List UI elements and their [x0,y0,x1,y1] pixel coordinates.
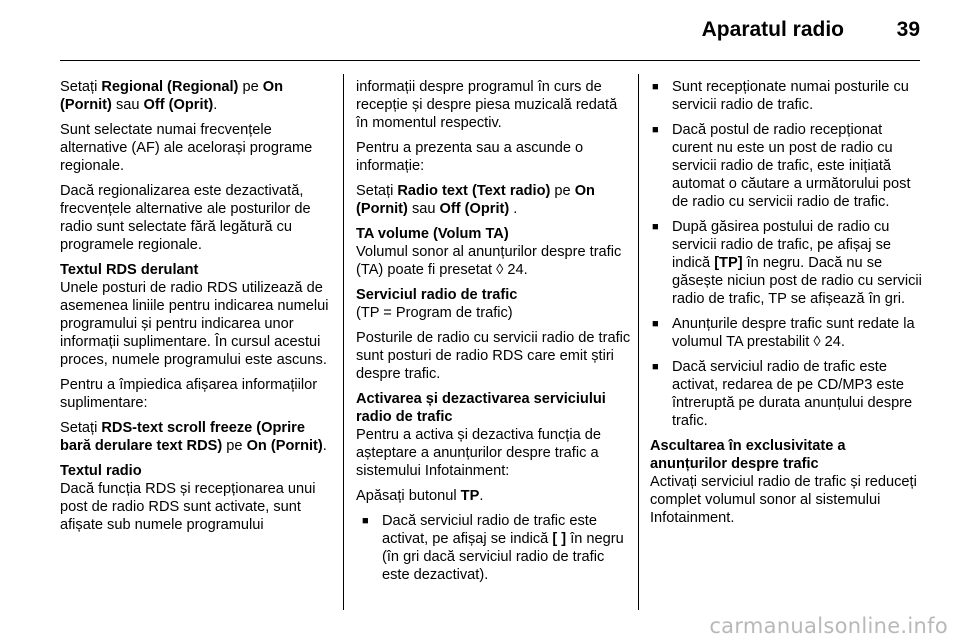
paragraph: Posturile de radio cu servicii radio de trafic sunt posturi de radio RDS care emit știri despre trafic. [356,330,631,382]
section-heading: Textul radio [60,463,142,479]
text: Volumul sonor al anunțurilor despre trafic (TA) poate fi presetat [356,244,622,278]
text: Dacă serviciul radio de trafic este activat, pe afișaj se indică [382,513,597,547]
text: . [509,201,518,217]
text: sau [407,201,440,217]
column-right [650,78,922,534]
square-bullet-icon: ■ [652,124,659,136]
menu-option: On (Pornit) [246,438,323,454]
text: Dacă serviciul radio de trafic este activat, redarea de pe CD/MP3 este întreruptă pe durata anunțului despre trafic. [672,359,913,429]
page-reference[interactable]: 24. [503,262,528,278]
paragraph: Dacă funcția RDS și recepționarea unui post de radio RDS sunt activate, sunt afișate sub numele programului [60,481,316,533]
section-heading: Textul RDS derulant [60,262,199,278]
paragraph: (TP = Program de trafic) [356,305,513,321]
square-bullet-icon: ■ [652,318,659,330]
header-rule [60,60,920,61]
text: Apăsați butonul [356,488,461,504]
column-middle [356,78,632,591]
watermark: carmanualsonline.info [709,614,948,638]
page-reference-icon[interactable]: ◊ [496,262,504,278]
text: sau [111,97,144,113]
menu-option: Off (Oprit) [439,201,510,217]
square-bullet-icon: ■ [362,515,369,527]
paragraph: Sunt selectate numai frecvențele alternative (AF) ale acelorași programe regionale. [60,122,313,174]
column-left [60,78,336,541]
paragraph [356,243,632,279]
text: După găsirea postului de radio cu servicii radio de trafic, pe afișaj se indică [672,219,891,271]
text: Anunțurile despre trafic sunt redate la volumul TA prestabilit [672,316,915,350]
page-header [0,0,960,62]
paragraph: informații despre programul în curs de recepție și despre piesa muzicală redată în momentul respectiv. [356,79,618,131]
text: pe [550,183,575,199]
text: . [479,488,484,504]
text: pe [222,438,247,454]
menu-option: Radio text (Text radio) [397,183,551,199]
paragraph [356,182,632,218]
menu-option: RDS-text scroll freeze (Oprire bară derulare text RDS) [60,420,305,454]
bullet-list [650,78,922,430]
paragraph: Activați serviciul radio de trafic și reduceți complet volumul sonor al sistemului Infotainment. [650,474,917,526]
menu-option: Regional (Regional) [101,79,239,95]
square-bullet-icon: ■ [652,221,659,233]
list-item [650,315,922,351]
column-divider [638,74,639,610]
paragraph [60,419,336,455]
list-item [356,512,632,584]
page-title: Aparatul radio [701,18,844,41]
page-number: 39 [896,18,920,41]
square-bullet-icon: ■ [652,81,659,93]
display-indicator: [ ] [552,531,567,547]
paragraph: Dacă regionalizarea este dezactivată, frecvențele alternative ale posturilor de radio sunt selectate fără legătură cu programele regionale. [60,183,311,253]
display-indicator: [TP] [714,255,743,271]
square-bullet-icon: ■ [652,361,659,373]
text: . [213,97,218,113]
text: Sunt recepționate numai posturile cu servicii radio de trafic. [672,79,909,113]
column-divider [343,74,344,610]
text: . [322,438,327,454]
list-item [650,218,922,308]
section-heading: Ascultarea în exclusivitate a anunțurilor despre trafic [650,438,846,472]
text: Setați [356,183,398,199]
page-reference[interactable]: 24. [820,334,845,350]
text: Setați [60,79,102,95]
paragraph: Unele posturi de radio RDS utilizează de asemenea liniile pentru indicarea numelui programului și pentru indicarea unor informații suplimentare. În cursul acestui proces, numele programului este ascuns. [60,280,329,368]
menu-option: Off (Oprit) [143,97,214,113]
text: Dacă postul de radio recepționat curent nu este un post de radio cu servicii radio de trafic, este inițiată automat o căutare a următorului post de radio cu servicii radio de trafic. [672,122,911,210]
menu-option: On (Pornit) [60,79,284,113]
paragraph [356,487,632,505]
menu-option: On (Pornit) [356,183,595,217]
list-item [650,358,922,430]
list-item [650,78,922,114]
section-heading: Serviciul radio de trafic [356,287,518,303]
paragraph: Pentru a prezenta sau a ascunde o informație: [356,140,584,174]
bullet-list [356,512,632,584]
button-name: TP [460,488,480,504]
text: pe [238,79,263,95]
list-item [650,121,922,211]
section-heading: Activarea și dezactivarea serviciului radio de trafic [356,391,606,425]
paragraph: Pentru a împiedica afișarea informațiilor suplimentare: [60,377,318,411]
text: în negru. Dacă nu se găsește niciun post de radio cu servicii radio de trafic, TP se afișează în gri. [672,255,922,307]
page-reference-icon[interactable]: ◊ [813,334,821,350]
text: Setați [60,420,102,436]
paragraph: Pentru a activa și dezactiva funcția de așteptare a anunțurilor despre trafic a sistemului Infotainment: [356,427,601,479]
section-heading: TA volume (Volum TA) [356,226,509,242]
paragraph [60,78,336,114]
text: în negru (în gri dacă serviciul radio de trafic este dezactivat). [382,531,624,583]
